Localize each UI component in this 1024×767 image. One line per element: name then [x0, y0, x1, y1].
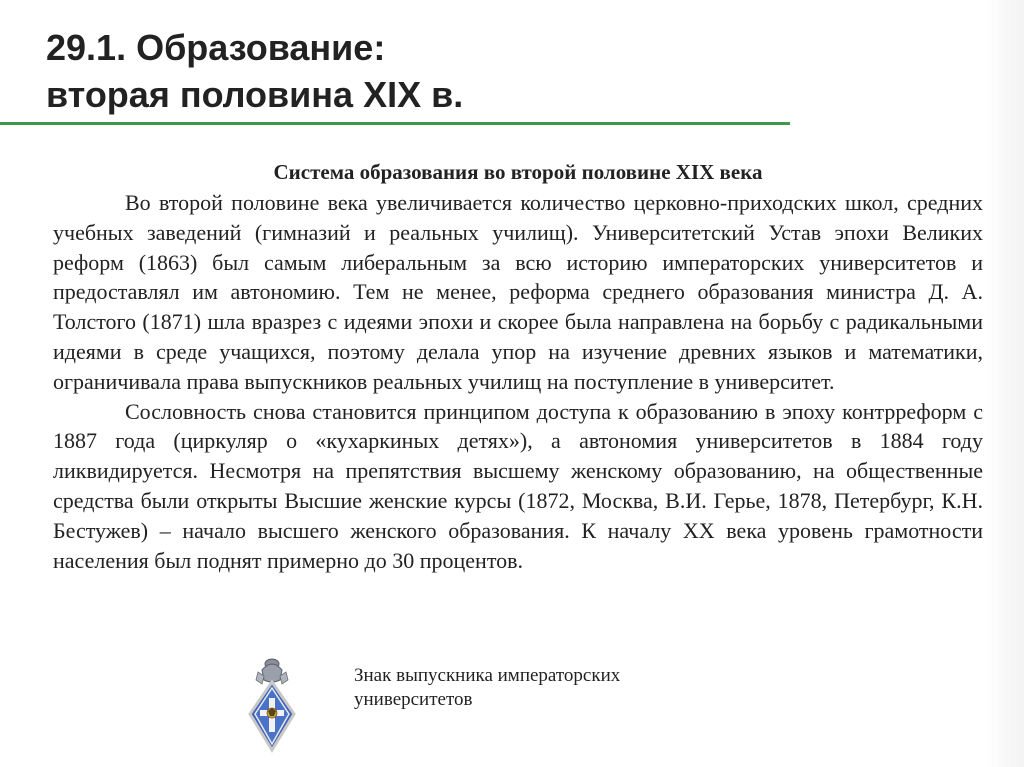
slide-title-line-2: вторая половина XIX в.: [46, 74, 464, 115]
section-heading: Система образования во второй половине XIX века: [273, 160, 763, 184]
slide-title: [46, 24, 766, 118]
body-text: [53, 156, 983, 575]
slide-title-line-1: 29.1. Образование:: [46, 27, 386, 68]
title-divider: [0, 122, 790, 125]
university-graduate-badge-icon: [244, 654, 300, 754]
paragraph-1: Во второй половине века увеличивается количество церковно-приходских школ, средних учебных заведений (гимназий и реальных училищ). Университетский Устав эпохи Великих реформ (1863) был самым либеральным за всю историю императорских университетов и предоставлял им автономию. Тем не менее, реформа среднего образования министра Д. А. Толстого (1871) шла вразрез с идеями эпохи и скорее была направлена на борьбу с радикальными идеями в среде учащихся, поэтому делала упор на изучение древних языков и математики, ограничивала права выпускников реальных училищ на поступление в университет.: [53, 190, 983, 394]
paragraph-2: Сословность снова становится принципом доступа к образованию в эпоху контрреформ с 1887 года (циркуляр о «кухаркиных детях»), а автономия университетов в 1884 году ликвидируется. Несмотря на препятствия высшему женскому образованию, на общественные средства были открыты Высшие женские курсы (1872, Москва, В.И. Герье, 1878, Петербург, К.Н. Бестужев) – начало высшего женского образования. К началу XX века уровень грамотности населения был поднят примерно до 30 процентов.: [53, 398, 983, 573]
figure-caption: Знак выпускника императорских университетов: [354, 665, 621, 710]
slide-edge-shade: [984, 0, 1024, 767]
